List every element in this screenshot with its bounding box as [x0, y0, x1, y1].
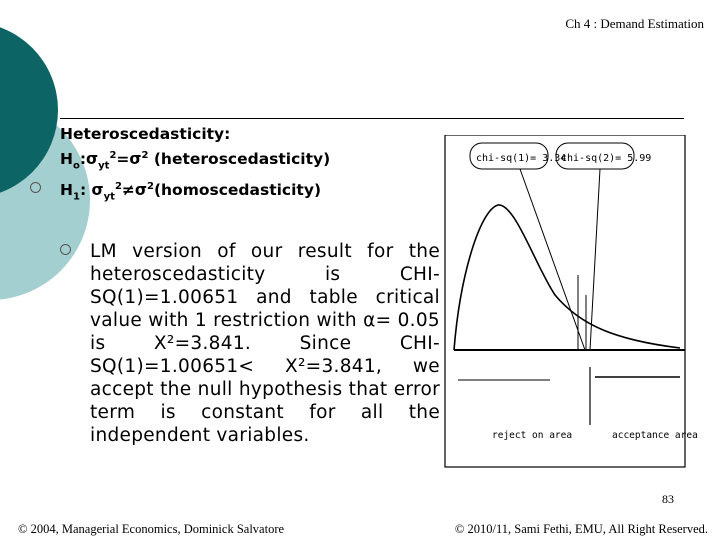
heading: Heteroscedasticity:: [60, 125, 231, 143]
hypothesis-bullet: [30, 124, 420, 208]
bullet-icon: [60, 244, 71, 255]
region-right: acceptance area: [612, 430, 698, 441]
footer-right: © 2010/11, Sami Fethi, EMU, All Right Reserved.: [454, 522, 708, 536]
header-rule: [60, 118, 684, 119]
slide-header: Ch 4 : Demand Estimation: [565, 16, 704, 31]
region-left: reject on area: [492, 430, 573, 441]
label-left: chi-sq(1)= 3.34: [476, 153, 567, 164]
alt-hypothesis: $H_1$: $\sigma_{yt}^2\ne\sigma^2(homoscedasticity)$: [60, 176, 420, 207]
label-right: chi-sq(2)= 5.99: [561, 153, 652, 164]
pointer-line-right: [590, 169, 600, 350]
slide-body: [30, 124, 440, 446]
chi-square-figure: [440, 135, 700, 479]
bullet-icon: [30, 182, 41, 193]
pointer-line-left: [520, 169, 585, 350]
footer-left: © 2004, Managerial Economics, Dominick Salvatore: [18, 522, 285, 536]
page-number: 83: [662, 492, 674, 506]
figure-frame: [445, 135, 685, 467]
lm-paragraph: LM version of our result for the heteroscedasticity is CHI-SQ(1)=1.00651 and table critical value with 1 restriction with α= 0.05 is X²=3.841. Since CHI-SQ(1)=1.00651< X²=3.841, we accept the null hypothesis that error term is constant for all the independent variables.: [90, 241, 440, 446]
null-hypothesis: $H_o:\sigma_{yt}^2=\sigma^2$ (heteroscedasticity): [60, 150, 331, 172]
chi-square-curve: [454, 205, 680, 350]
